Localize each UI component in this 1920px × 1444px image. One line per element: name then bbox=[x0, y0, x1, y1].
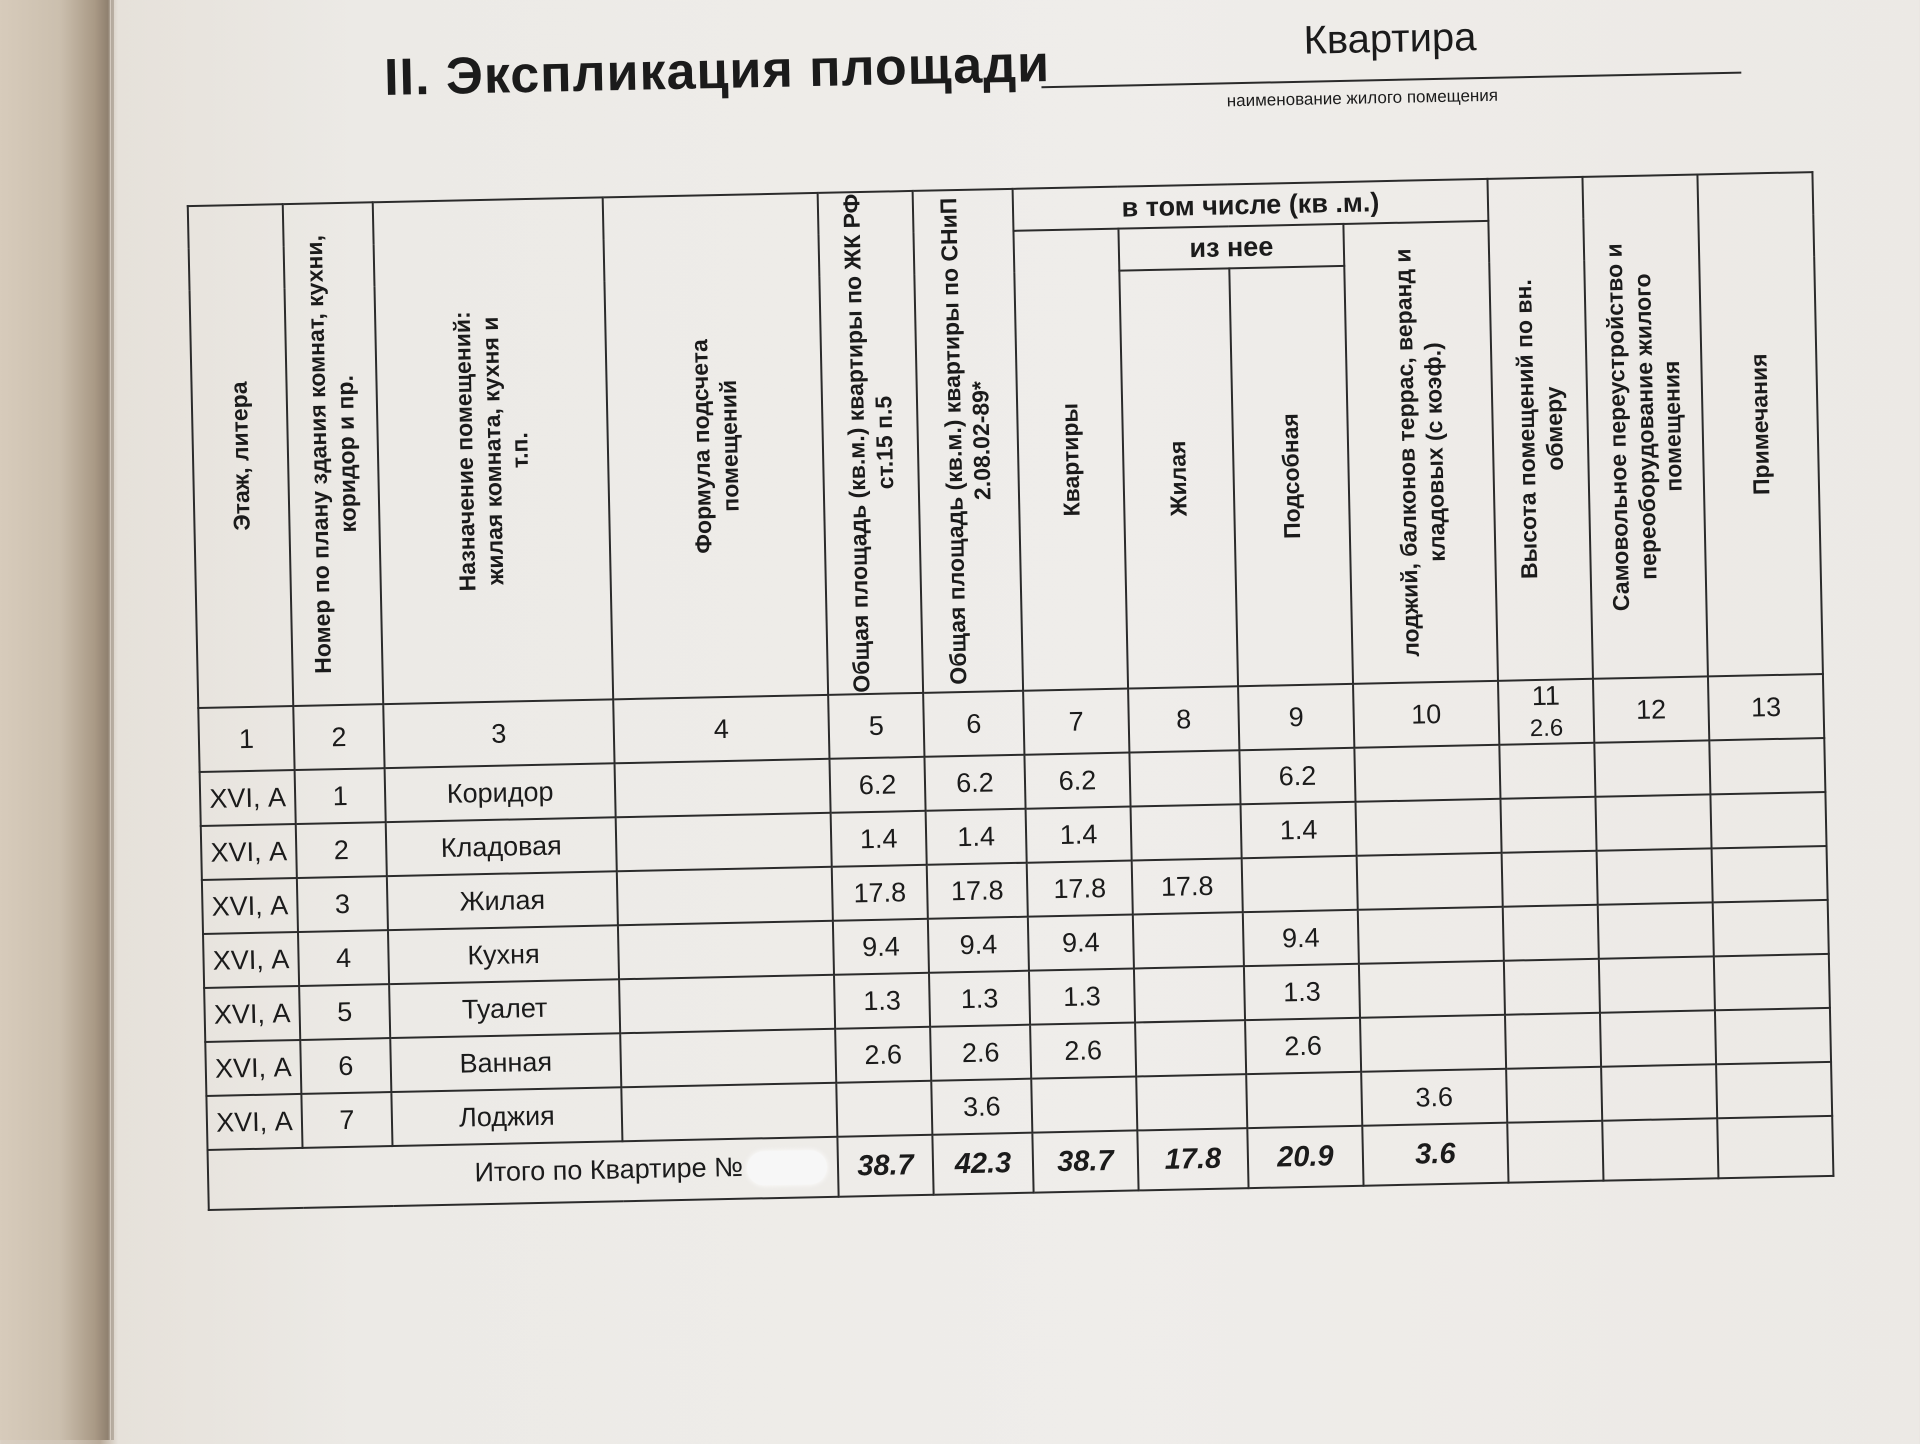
cell-c6: 1.3 bbox=[929, 971, 1030, 1027]
cell-c7: 6.2 bbox=[1024, 753, 1130, 809]
cell-formula bbox=[619, 975, 835, 1033]
cell-c9 bbox=[1242, 856, 1358, 912]
cell-purpose: Туалет bbox=[389, 979, 620, 1038]
cell-c10 bbox=[1354, 745, 1500, 802]
cell-floor: XVI, А bbox=[206, 1094, 302, 1150]
total-c5: 38.7 bbox=[837, 1135, 933, 1197]
cell-purpose: Лоджия bbox=[391, 1087, 622, 1146]
cell-no: 4 bbox=[298, 930, 389, 986]
cell-formula bbox=[616, 813, 832, 871]
cell-c7: 17.8 bbox=[1027, 861, 1133, 917]
header-total-area-snip: Общая площадь (кв.м.) квартиры по СНиП 2.08.02-89* bbox=[913, 189, 1023, 693]
header-living: Жилая bbox=[1119, 268, 1238, 688]
cell-formula bbox=[615, 759, 831, 817]
cell-c5: 1.4 bbox=[831, 811, 927, 867]
cell-purpose: Кладовая bbox=[386, 817, 617, 876]
cell-c10 bbox=[1357, 853, 1503, 910]
height-value: 2.6 bbox=[1529, 714, 1564, 743]
cell-c13 bbox=[1714, 954, 1830, 1010]
document-title: II. Экспликация площади bbox=[383, 35, 1051, 107]
cell-c8 bbox=[1133, 912, 1244, 968]
total-c8: 17.8 bbox=[1137, 1128, 1248, 1190]
cell-c5 bbox=[836, 1081, 932, 1137]
cell-c6: 6.2 bbox=[924, 755, 1025, 811]
cell-c11 bbox=[1503, 905, 1599, 961]
name-underline bbox=[1041, 72, 1741, 89]
cell-c9: 6.2 bbox=[1239, 748, 1355, 804]
cell-c7: 2.6 bbox=[1030, 1022, 1136, 1078]
header-group-including: в том числе (кв .м.) bbox=[1013, 179, 1489, 231]
cell-c9: 1.3 bbox=[1244, 964, 1360, 1020]
cell-no: 2 bbox=[296, 822, 387, 878]
cell-c5: 6.2 bbox=[829, 757, 925, 813]
cell-c7: 1.4 bbox=[1026, 807, 1132, 863]
apartment-name-caption: наименование жилого помещения bbox=[1226, 85, 1499, 111]
cell-c8 bbox=[1131, 804, 1242, 860]
cell-floor: XVI, А bbox=[204, 986, 300, 1042]
cell-c8 bbox=[1136, 1074, 1247, 1130]
header-floor: Этаж, литера bbox=[188, 204, 293, 708]
cell-floor: XVI, А bbox=[202, 878, 298, 934]
cell-c8: 17.8 bbox=[1132, 858, 1243, 914]
cell-c12 bbox=[1597, 848, 1713, 904]
cell-c13 bbox=[1713, 900, 1829, 956]
header-group-of-which: из нее bbox=[1118, 224, 1344, 271]
cell-c7: 9.4 bbox=[1028, 915, 1134, 971]
total-c7: 38.7 bbox=[1032, 1130, 1138, 1192]
cell-no: 6 bbox=[300, 1038, 391, 1094]
cell-no: 3 bbox=[297, 876, 388, 932]
cell-c6: 17.8 bbox=[927, 863, 1028, 919]
cell-c8 bbox=[1134, 966, 1245, 1022]
cell-formula bbox=[620, 1029, 836, 1087]
cell-c10: 3.6 bbox=[1361, 1069, 1507, 1126]
header-apartment: Квартиры bbox=[1013, 229, 1128, 691]
cell-c8 bbox=[1129, 750, 1240, 806]
total-c10: 3.6 bbox=[1362, 1123, 1508, 1186]
cell-floor: XVI, А bbox=[203, 932, 299, 988]
cell-c11 bbox=[1505, 1013, 1601, 1069]
cell-no: 1 bbox=[295, 768, 386, 824]
cell-formula bbox=[617, 867, 833, 925]
total-c6: 42.3 bbox=[932, 1133, 1033, 1195]
total-label: Итого по Квартире № bbox=[474, 1151, 744, 1188]
cell-c11 bbox=[1500, 797, 1596, 853]
cell-purpose: Жилая bbox=[387, 871, 618, 930]
header-height: Высота помещений по вн. обмеру bbox=[1487, 177, 1592, 681]
cell-c6: 9.4 bbox=[928, 917, 1029, 973]
cell-c11 bbox=[1506, 1067, 1602, 1123]
cell-c6: 3.6 bbox=[931, 1079, 1032, 1135]
column-number-row: 1 2 3 4 5 6 7 8 9 10 11 2.6 12 13 bbox=[198, 674, 1824, 772]
cell-c5: 17.8 bbox=[832, 865, 928, 921]
cell-c12 bbox=[1595, 794, 1711, 850]
apartment-name: Квартира bbox=[1303, 15, 1477, 63]
cell-c10 bbox=[1358, 907, 1504, 964]
cell-c5: 2.6 bbox=[835, 1027, 931, 1083]
cell-c11 bbox=[1504, 959, 1600, 1015]
header-plan-number: Номер по плану здания комнат, кухни, коридор и пр. bbox=[283, 202, 383, 706]
header-unauthorized: Самовольное переустройство и переоборудование жилого помещения bbox=[1582, 175, 1707, 679]
cell-c12 bbox=[1601, 1064, 1717, 1120]
cell-purpose: Ванная bbox=[390, 1033, 621, 1092]
cell-c12 bbox=[1598, 902, 1714, 958]
cell-c9 bbox=[1246, 1072, 1362, 1128]
cell-floor: XVI, А bbox=[200, 770, 296, 826]
total-c9: 20.9 bbox=[1247, 1126, 1363, 1188]
area-explication-table bbox=[187, 171, 1835, 1211]
cell-c7: 1.3 bbox=[1029, 968, 1135, 1024]
cell-c10 bbox=[1360, 1015, 1506, 1072]
cell-c7 bbox=[1031, 1076, 1137, 1132]
cell-purpose: Кухня bbox=[388, 925, 619, 984]
cell-c8 bbox=[1135, 1020, 1246, 1076]
redacted-blot bbox=[747, 1150, 828, 1186]
cell-c12 bbox=[1600, 1010, 1716, 1066]
cell-c13 bbox=[1710, 792, 1826, 848]
cell-formula bbox=[621, 1083, 837, 1141]
header-formula: Формула подсчета помещений bbox=[603, 193, 828, 699]
cell-c13 bbox=[1716, 1062, 1832, 1118]
cell-purpose: Коридор bbox=[385, 763, 616, 822]
cell-c6: 2.6 bbox=[930, 1025, 1031, 1081]
cell-c11 bbox=[1502, 851, 1598, 907]
cell-c11 bbox=[1499, 743, 1595, 799]
cell-floor: XVI, А bbox=[201, 824, 297, 880]
cell-no: 7 bbox=[301, 1092, 392, 1148]
header-loggias: лоджий, балконов террас, веранд и кладовых (с коэф.) bbox=[1343, 221, 1498, 684]
header-utility: Подсобная bbox=[1229, 266, 1353, 686]
cell-c13 bbox=[1712, 846, 1828, 902]
cell-no: 5 bbox=[299, 984, 390, 1040]
cell-c10 bbox=[1355, 799, 1501, 856]
header-total-area-zhk: Общая площадь (кв.м.) квартиры по ЖК РФ ст.15 п.5 bbox=[818, 191, 923, 695]
room-rows bbox=[200, 738, 1833, 1150]
cell-c9: 2.6 bbox=[1245, 1018, 1361, 1074]
cell-c12 bbox=[1599, 956, 1715, 1012]
header-purpose: Назначение помещений: жилая комната, кухня и т.п. bbox=[373, 197, 613, 704]
cell-formula bbox=[618, 921, 834, 979]
cell-c10 bbox=[1359, 961, 1505, 1018]
cell-c12 bbox=[1594, 740, 1710, 796]
cell-floor: XVI, А bbox=[205, 1040, 301, 1096]
cell-c5: 1.3 bbox=[834, 973, 930, 1029]
cell-c6: 1.4 bbox=[926, 809, 1027, 865]
cell-c9: 1.4 bbox=[1241, 802, 1357, 858]
cell-c5: 9.4 bbox=[833, 919, 929, 975]
cell-c13 bbox=[1709, 738, 1825, 794]
cell-c13 bbox=[1715, 1008, 1831, 1064]
header-notes: Примечания bbox=[1697, 172, 1822, 676]
cell-c9: 9.4 bbox=[1243, 910, 1359, 966]
